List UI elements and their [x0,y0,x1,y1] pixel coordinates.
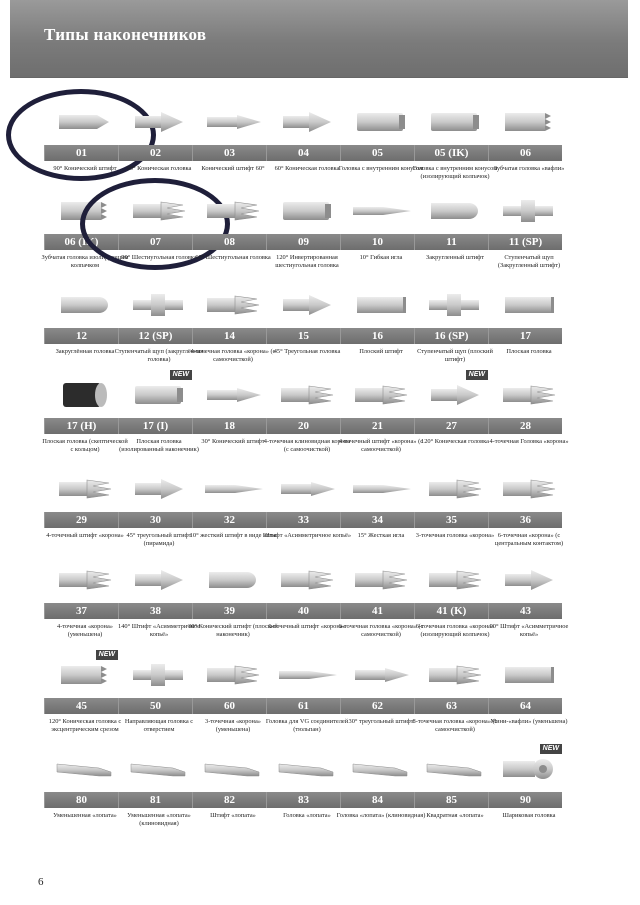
tip-label: 6-точечная головка «корона» (с самоочисткой) [338,623,424,638]
tip-image [124,563,194,597]
tip-code: 30 [118,512,192,528]
tip-image [50,105,120,139]
new-badge: NEW [96,650,118,660]
tip-code: 16 (SP) [414,328,488,344]
tip-label: Уменьшенная «лопата» (клиновидная) [127,812,191,827]
tip-label: Зубчатая головка «вафли» [493,165,565,172]
tip-image [494,752,564,786]
tip-label: Плоская головка [506,348,552,355]
tip-label: Квадратная «лопата» [426,812,484,819]
tip-image [494,658,564,692]
tip-label: Закруглённая головка [55,348,115,355]
tip-code: 32 [192,512,266,528]
tip-code: 85 [414,792,488,808]
tip-code: 04 [266,145,340,161]
tip-label: 6-точечная «корона» (с центральным контактом) [494,532,564,547]
tip-code: 10 [340,234,414,250]
tip-image [272,752,342,786]
tip-code: 18 [192,418,266,434]
tip-image [420,378,490,412]
tip-image [494,378,564,412]
tip-label: Закругленный штифт [426,254,484,261]
tip-code: 90 [488,792,562,808]
tip-code: 45 [44,698,118,714]
tip-image [198,752,268,786]
tip-code: 11 [414,234,488,250]
tip-code: 29 [44,512,118,528]
tip-code: 83 [266,792,340,808]
tip-code: 06 [488,145,562,161]
tip-code: 62 [340,698,414,714]
tip-image [198,658,268,692]
tip-label: 3-точечная головка «корона» [415,532,495,539]
tip-code: 50 [118,698,192,714]
tip-code: 61 [266,698,340,714]
new-badge: NEW [466,370,488,380]
tip-image [420,658,490,692]
tip-image [272,194,342,228]
tip-label: 4-точечная клиновидная корона (с самоочисткой) [263,438,351,453]
tip-label: Мини-«вафли» (уменьшена) [490,718,568,725]
tip-label: Ступенчатый щуп (закруглённая головка) [114,348,204,363]
tip-code: 01 [44,145,118,161]
tip-code: 84 [340,792,414,808]
tip-code: 02 [118,145,192,161]
tip-image [420,472,490,506]
tip-label: 120° Коническая головка [421,438,489,445]
tip-image [494,472,564,506]
tip-code: 33 [266,512,340,528]
tip-code: 17 [488,328,562,344]
tip-label: Плоская головка (изолированный наконечник) [119,438,199,453]
tip-code: 82 [192,792,266,808]
tip-label: 140° Штифт «Асимметричное копьё» [118,623,200,638]
tip-label: Шариковая головка [502,812,556,819]
tip-code: 41 (K) [414,603,488,619]
tip-code: 21 [340,418,414,434]
tip-label: Направляющая головка с отверстием [124,718,194,733]
tip-label: 30° треугольный штифт [348,718,414,725]
tip-code: 20 [266,418,340,434]
tip-code: 17 (I) [118,418,192,434]
tip-image [124,658,194,692]
tip-image [494,563,564,597]
tip-code: 17 (H) [44,418,118,434]
tip-image [50,563,120,597]
tip-code: 41 [340,603,414,619]
tip-code: 43 [488,603,562,619]
tip-image [420,563,490,597]
tip-image [124,378,194,412]
tip-code: 36 [488,512,562,528]
tip-image [272,563,342,597]
page-title: Типы наконечников [44,25,207,44]
tip-label: 60° Коническая головка [274,165,340,172]
page-header [10,0,628,78]
tip-image [124,288,194,322]
tip-label: Головка с внутренним конусом [338,165,424,172]
tip-label: 4-точечная головка «корона» (с самоочисткой) [190,348,276,363]
tip-code: 27 [414,418,488,434]
tip-label: Штифт «Асимметричное копьё» [262,532,352,539]
tip-image [346,194,416,228]
tip-code: 60 [192,698,266,714]
tip-image [272,288,342,322]
tip-code: 11 (SP) [488,234,562,250]
tip-code: 09 [266,234,340,250]
tip-image [50,194,120,228]
tip-image [494,194,564,228]
tip-label: Ступенчатый щуп (Закругленный штифт) [497,254,561,269]
tip-image [346,288,416,322]
tip-code: 14 [192,328,266,344]
tip-label: Плоский штифт [359,348,403,355]
tip-label: 120° Коническая головка с эксцентрическим срезом [48,718,122,733]
tip-image [198,194,268,228]
tip-image [346,472,416,506]
tip-image [346,658,416,692]
tip-code: 35 [414,512,488,528]
tip-image [346,563,416,597]
tip-label: 90° Штифт «Асимметричное копьё» [489,623,569,638]
tip-label: 30° Конический штифт (плоский наконечник) [188,623,278,638]
tip-label: 4-точечный штифт «корона» (с самоочисткой) [338,438,424,453]
tip-image [346,378,416,412]
tip-code: 15 [266,328,340,344]
tip-label: Головка «лопата» [283,812,331,819]
tip-label: Зубчатая головка изолирующим колпачком [41,254,129,269]
tip-image [50,752,120,786]
tip-label: 4-точечная «корона» (уменьшена) [57,623,113,638]
tip-code: 12 (SP) [118,328,192,344]
tip-label: Головка «лопата» (клиновидная) [336,812,426,819]
tip-code: 37 [44,603,118,619]
tip-image [420,752,490,786]
new-badge: NEW [540,744,562,754]
tip-image [50,288,120,322]
tip-label: Уменьшенная «лопата» [53,812,117,819]
tip-label: 60° Шестиугольная головка [195,254,271,261]
tip-code: 08 [192,234,266,250]
tip-image [124,472,194,506]
tip-code: 28 [488,418,562,434]
tip-code: 38 [118,603,192,619]
new-badge: NEW [170,370,192,380]
tip-code: 40 [266,603,340,619]
tip-label: 6-точечная головка «корона» (изолирующий колпачок) [415,623,495,638]
tip-code: 07 [118,234,192,250]
tip-code: 05 (IK) [414,145,488,161]
tip-image [124,752,194,786]
tip-code: 64 [488,698,562,714]
tip-label: 3-точечная «корона» (уменьшена) [205,718,261,733]
tip-label: Ступенчатый щуп (плоский штифт) [417,348,493,363]
tip-label: Конический штифт 60° [201,165,265,172]
tip-image [50,658,120,692]
tip-image [50,472,120,506]
tip-image [272,658,342,692]
tip-code: 12 [44,328,118,344]
tip-code: 05 [340,145,414,161]
tip-image [346,752,416,786]
tip-label: 90° Конический штифт [53,165,117,172]
tip-label: 10° Гибкая игла [359,254,403,261]
tip-image [198,563,268,597]
tip-image [346,105,416,139]
tip-label: 45° Треугольная головка [273,348,341,355]
tip-label: 6-точечный штифт «корона» [268,623,346,630]
tip-label: Плоская головка (скептической с кольцом) [42,438,128,453]
page-number: 6 [38,876,44,888]
tip-label: 30° Конический штифт [201,438,265,445]
tip-label: 15° Жесткая игла [357,532,405,539]
tip-image [198,288,268,322]
tip-code: 16 [340,328,414,344]
tip-code: 80 [44,792,118,808]
tip-code: 03 [192,145,266,161]
tip-label: Головка с внутренним конусом (изолирующий колпачок) [412,165,498,180]
tip-image [50,378,120,412]
tip-image [420,288,490,322]
tip-label: 10° жесткий штифт в виде иглы [189,532,277,539]
tip-image [124,105,194,139]
tip-code: 63 [414,698,488,714]
tip-label: 120° Инвертированная шестиугольная головка [275,254,339,269]
tip-label: 90° Шестиугольная головка [121,254,197,261]
tip-label: 90° Коническая головка [126,165,192,172]
tip-image [272,378,342,412]
tip-image [272,472,342,506]
tip-label: 45° треугольный штифт (пирамида) [126,532,192,547]
tip-label: 4-точечный штифт «корона» [46,532,124,539]
tip-label: Головка для VG соединителей (тюльпан) [265,718,349,733]
tip-image [420,194,490,228]
tip-image [198,472,268,506]
tip-image [198,105,268,139]
tip-label: 4-точечная Головка «корона» [489,438,569,445]
tip-image [124,194,194,228]
tip-label: Штифт «лопата» [210,812,256,819]
tip-image [494,105,564,139]
tip-image [494,288,564,322]
tip-code: 39 [192,603,266,619]
tip-image [420,105,490,139]
tip-code: 34 [340,512,414,528]
tip-image [272,105,342,139]
tip-code: 06 (IK) [44,234,118,250]
tip-label: 8-точечная головка «корона» (с самоочисткой) [412,718,498,733]
tip-image [198,378,268,412]
tip-code: 81 [118,792,192,808]
